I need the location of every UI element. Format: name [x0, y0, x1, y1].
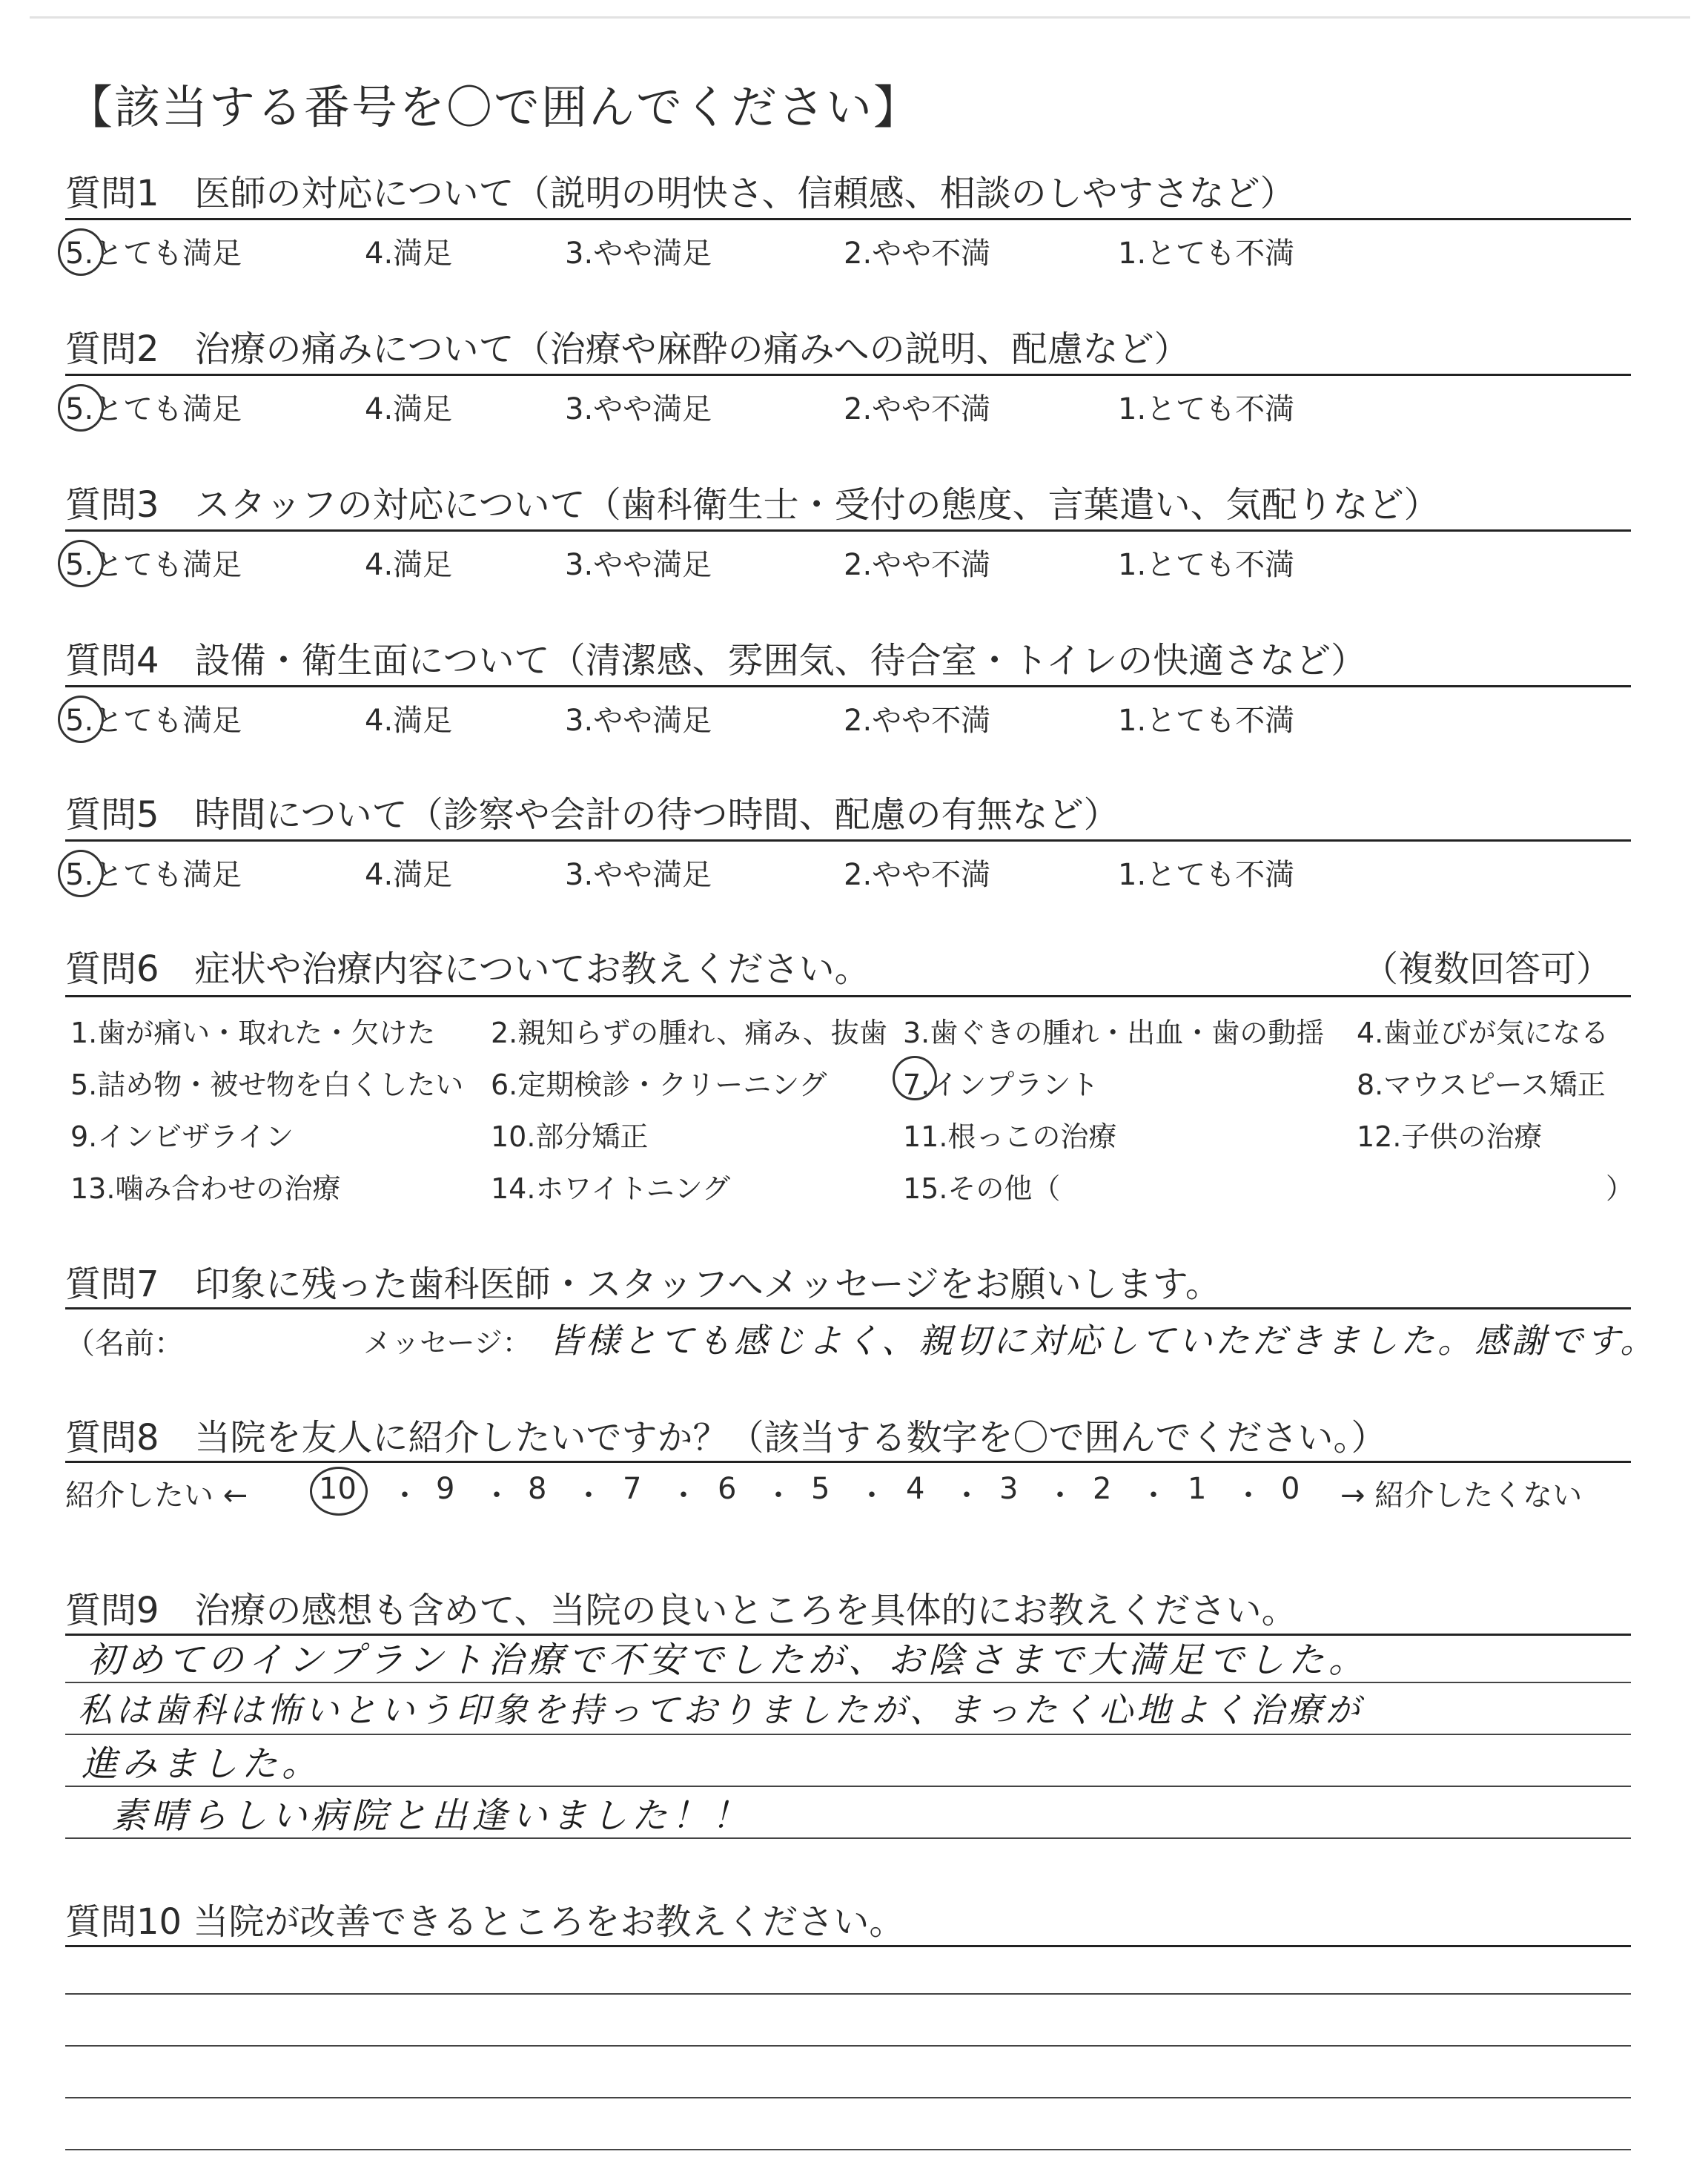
- q4-option-3[interactable]: 3.やや満足: [565, 704, 712, 738]
- q1-rule: [65, 218, 1631, 220]
- q6-option[interactable]: 9.インビザライン: [70, 1120, 294, 1153]
- q9-handwritten-line: 初めてのインプラント治療で不安でしたが、お陰さまで大満足でした。: [87, 1639, 1369, 1681]
- q8-scale-separator: ・: [574, 1479, 603, 1513]
- q7-message-handwritten: 皆様とても感じよく、親切に対応していただきました。感謝です。: [549, 1321, 1658, 1361]
- q1-option-2[interactable]: 2.やや不満: [844, 237, 991, 271]
- q6-option[interactable]: 6.定期検診・クリーニング: [491, 1069, 827, 1101]
- q3-option-3[interactable]: 3.やや満足: [565, 548, 712, 582]
- q8-scale-separator: ・: [1234, 1479, 1263, 1513]
- q8-scale-separator: ・: [482, 1479, 512, 1513]
- q2-option-1[interactable]: 1.とても不満: [1118, 392, 1295, 426]
- q1-option-4[interactable]: 4.満足: [365, 237, 453, 271]
- q9-handwritten-line: 進みました。: [82, 1743, 322, 1785]
- q3-option-2[interactable]: 2.やや不満: [844, 548, 991, 582]
- q2-option-3[interactable]: 3.やや満足: [565, 392, 712, 426]
- q8-title: 質問8 当院を友人に紹介したいですか？（該当する数字を〇で囲んでください。）: [65, 1417, 1387, 1459]
- q6-note: （複数回答可）: [1363, 948, 1612, 990]
- top-edge-line: [30, 16, 1690, 19]
- q6-option[interactable]: 2.親知らずの腫れ、痛み、抜歯: [491, 1017, 887, 1049]
- q6-selection-circle: [893, 1056, 937, 1100]
- q7-rule: [65, 1307, 1631, 1309]
- q5-rule: [65, 839, 1631, 842]
- q10-rule: [65, 1945, 1631, 1947]
- q1-selection-circle: [58, 228, 104, 276]
- q10-line-rule: [65, 2149, 1631, 2150]
- q8-scale-separator: ・: [1139, 1479, 1168, 1513]
- q6-option[interactable]: 10.部分矯正: [491, 1120, 649, 1153]
- q5-option-1[interactable]: 1.とても不満: [1118, 858, 1295, 892]
- q3-option-4[interactable]: 4.満足: [365, 548, 453, 582]
- q6-option[interactable]: 15.その他（: [903, 1172, 1061, 1205]
- q1-title: 質問1 医師の対応について（説明の明快さ、信頼感、相談のしやすさなど）: [65, 173, 1296, 214]
- q8-scale-separator: ・: [669, 1479, 698, 1513]
- q1-option-3[interactable]: 3.やや満足: [565, 237, 712, 271]
- q6-rule: [65, 995, 1631, 997]
- q8-scale-value[interactable]: 4: [906, 1472, 925, 1506]
- q10-title: 質問10 当院が改善できるところをお教えください。: [65, 1901, 905, 1943]
- q7-name-label: （名前：: [65, 1327, 184, 1361]
- q8-scale-value[interactable]: 5: [811, 1472, 830, 1506]
- q6-option[interactable]: ）: [1606, 1172, 1635, 1205]
- q6-option[interactable]: 4.歯並びが気になる: [1357, 1017, 1609, 1049]
- q8-scale-value[interactable]: 1: [1188, 1472, 1207, 1506]
- q7-message-label: メッセージ：: [363, 1327, 531, 1359]
- q6-option[interactable]: 7.インプラント: [903, 1069, 1099, 1101]
- q8-scale-value[interactable]: 2: [1093, 1472, 1112, 1506]
- q5-title: 質問5 時間について（診察や会計の待つ時間、配慮の有無など）: [65, 794, 1119, 836]
- q4-option-4[interactable]: 4.満足: [365, 704, 453, 738]
- q1-option-1[interactable]: 1.とても不満: [1118, 237, 1295, 271]
- q6-option[interactable]: 3.歯ぐきの腫れ・出血・歯の動揺: [903, 1017, 1325, 1049]
- q9-handwritten-line: 素晴らしい病院と出逢いました！！: [111, 1795, 752, 1837]
- q8-left-label: 紹介したい ←: [65, 1479, 248, 1513]
- q3-selection-circle: [58, 540, 104, 587]
- q4-rule: [65, 685, 1631, 687]
- q3-rule: [65, 529, 1631, 532]
- q10-line-rule: [65, 2045, 1631, 2047]
- q6-option[interactable]: 12.子供の治療: [1357, 1120, 1543, 1153]
- q2-option-4[interactable]: 4.満足: [365, 392, 453, 426]
- q6-option[interactable]: 1.歯が痛い・取れた・欠けた: [70, 1017, 436, 1049]
- q4-option-1[interactable]: 1.とても不満: [1118, 704, 1295, 738]
- q6-option[interactable]: 13.噛み合わせの治療: [70, 1172, 341, 1205]
- q8-scale-separator: ・: [952, 1479, 982, 1513]
- q5-selection-circle: [58, 850, 104, 897]
- q4-title: 質問4 設備・衛生面について（清潔感、雰囲気、待合室・トイレの快適さなど）: [65, 640, 1367, 681]
- q8-scale-separator: ・: [764, 1479, 793, 1513]
- q8-scale-value[interactable]: 10: [319, 1472, 357, 1506]
- q2-selection-circle: [58, 384, 104, 432]
- q2-option-5[interactable]: 5.とても満足: [65, 392, 242, 426]
- q3-title: 質問3 スタッフの対応について（歯科衛生士・受付の態度、言葉遣い、気配りなど）: [65, 484, 1440, 526]
- q4-option-5[interactable]: 5.とても満足: [65, 704, 242, 738]
- q6-option[interactable]: 8.マウスピース矯正: [1357, 1069, 1606, 1101]
- q2-option-2[interactable]: 2.やや不満: [844, 392, 991, 426]
- q8-scale-value[interactable]: 8: [528, 1472, 547, 1506]
- q2-title: 質問2 治療の痛みについて（治療や麻酔の痛みへの説明、配慮など）: [65, 328, 1190, 370]
- q8-right-label: → 紹介したくない: [1340, 1479, 1583, 1513]
- q8-scale-separator: ・: [857, 1479, 887, 1513]
- q8-scale-value[interactable]: 6: [718, 1472, 737, 1506]
- q1-option-5[interactable]: 5.とても満足: [65, 237, 242, 271]
- q8-scale-value[interactable]: 0: [1281, 1472, 1300, 1506]
- q5-option-5[interactable]: 5.とても満足: [65, 858, 242, 892]
- q5-option-2[interactable]: 2.やや不満: [844, 858, 991, 892]
- q9-handwritten-line: 私は歯科は怖いという印象を持っておりましたが、まったく心地よく治療が: [78, 1690, 1363, 1730]
- page-header: 【該当する番号を〇で囲んでください】: [67, 80, 921, 134]
- q8-scale-separator: ・: [1045, 1479, 1075, 1513]
- q6-option[interactable]: 5.詰め物・被せ物を白くしたい: [70, 1069, 464, 1101]
- q10-line-rule: [65, 1993, 1631, 1995]
- q5-option-4[interactable]: 4.満足: [365, 858, 453, 892]
- q5-option-3[interactable]: 3.やや満足: [565, 858, 712, 892]
- q2-rule: [65, 374, 1631, 376]
- q7-title: 質問7 印象に残った歯科医師・スタッフへメッセージをお願いします。: [65, 1264, 1221, 1305]
- q8-scale-separator: ・: [390, 1479, 420, 1513]
- q8-scale-value[interactable]: 9: [436, 1472, 455, 1506]
- q3-option-1[interactable]: 1.とても不満: [1118, 548, 1295, 582]
- q8-scale-value[interactable]: 7: [623, 1472, 642, 1506]
- q4-option-2[interactable]: 2.やや不満: [844, 704, 991, 738]
- q3-option-5[interactable]: 5.とても満足: [65, 548, 242, 582]
- q10-line-rule: [65, 2097, 1631, 2098]
- q9-title: 質問9 治療の感想も含めて、当院の良いところを具体的にお教えください。: [65, 1590, 1297, 1631]
- q6-option[interactable]: 11.根っこの治療: [903, 1120, 1117, 1153]
- q8-scale-value[interactable]: 3: [999, 1472, 1019, 1506]
- q4-selection-circle: [58, 696, 104, 743]
- q8-selection-circle: [310, 1467, 368, 1516]
- q6-option[interactable]: 14.ホワイトニング: [491, 1172, 731, 1205]
- q8-rule: [65, 1461, 1631, 1463]
- q6-title: 質問6 症状や治療内容についてお教えください。: [65, 948, 870, 990]
